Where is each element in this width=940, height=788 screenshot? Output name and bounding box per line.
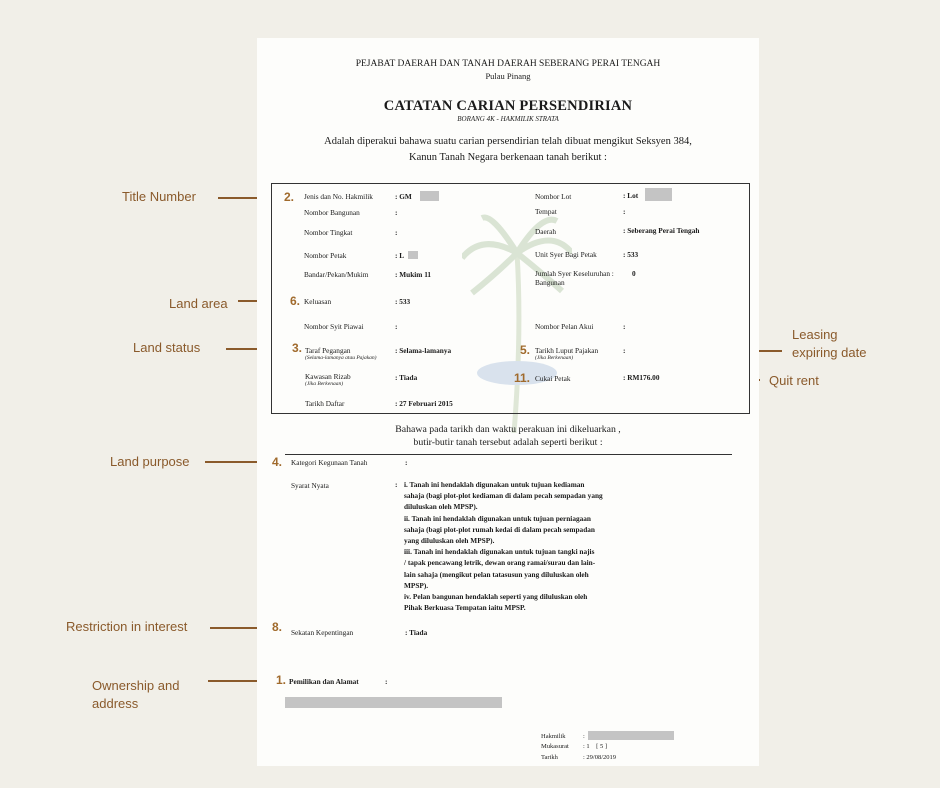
footer-hakmilik-label: Hakmilik: [541, 733, 566, 740]
redaction-petak: [408, 251, 418, 259]
unit-syer-label: Unit Syer Bagi Petak: [535, 250, 597, 259]
callout-restriction: Restriction in interest: [66, 619, 188, 634]
syarat-line: Pihak Berkuasa Tempatan iaitu MPSP.: [404, 603, 526, 613]
callout-leasing-line1: Leasing: [792, 327, 838, 342]
mid-line-2: butir-butir tanah tersebut adalah seperti berikut :: [413, 437, 603, 448]
syarat-line: sahaja (bagi plot-plot kediaman di dalam pecah sempadan yang: [404, 491, 603, 501]
daftar-label: Tarikh Daftar: [305, 399, 345, 408]
kawasan-value: : Tiada: [395, 373, 418, 382]
syarat-line: yang diluluskan oleh MPSP).: [404, 536, 495, 546]
bangunan-value: :: [395, 208, 398, 217]
tingkat-value: :: [395, 228, 398, 237]
syarat-line: iv. Pelan bangunan hendaklah seperti yang diluluskan oleh: [404, 592, 588, 602]
unit-syer-value: : 533: [623, 250, 639, 259]
lot-label: Nombor Lot: [535, 192, 572, 201]
bandar-value: : Mukim 11: [395, 270, 432, 279]
daerah-label: Daerah: [535, 227, 557, 236]
jumlah-syer-value: 0: [632, 269, 636, 278]
syarat-line: lain sahaja (mengikut pelan tatasusun yang diluluskan oleh: [404, 569, 589, 579]
marker-6: 6.: [290, 294, 301, 308]
document-title: CATATAN CARIAN PERSENDIRIAN: [383, 98, 633, 114]
taraf-value: : Selama-lamanya: [395, 346, 452, 355]
kategori-value: :: [405, 458, 408, 467]
syarat-nyata-text: [404, 479, 684, 613]
arrow-restriction: [210, 627, 264, 629]
tempat-label: Tempat: [535, 207, 557, 216]
tingkat-label: Nombor Tingkat: [304, 228, 353, 237]
syarat-line: i. Tanah ini hendaklah digunakan untuk tujuan kediaman: [404, 480, 585, 489]
jumlah-syer-label-2: Bangunan: [535, 278, 565, 287]
tarikh-luput-value: :: [623, 346, 626, 355]
marker-11: 11.: [514, 371, 531, 385]
tarikh-luput-label: Tarikh Luput Pajakan: [535, 346, 599, 355]
pemilikan-colon: :: [385, 677, 388, 686]
marker-2: 2.: [284, 190, 295, 204]
kawasan-label: Kawasan Rizab: [305, 372, 351, 381]
callout-land-area: Land area: [169, 296, 228, 311]
divider-line: [285, 454, 732, 455]
syarat-colon: :: [395, 480, 398, 489]
daerah-value: : Seberang Perai Tengah: [623, 226, 700, 235]
marker-8: 8.: [272, 620, 283, 634]
state-heading: Pulau Pinang: [485, 71, 531, 81]
syarat-label: Syarat Nyata: [291, 481, 329, 490]
footer-mukasurat-label: Mukasurat: [541, 743, 569, 750]
intro-line-2: Kanun Tanah Negara berkenaan tanah berikut :: [409, 152, 607, 163]
marker-1: 1.: [276, 673, 287, 687]
syarat-line: / tapak pencawang letrik, dewan orang ramai/surau dan lain-: [404, 558, 596, 568]
syarat-line: MPSP).: [404, 580, 429, 590]
bandar-label: Bandar/Pekan/Mukim: [304, 270, 369, 279]
lot-value: : Lot: [623, 191, 639, 200]
syarat-line: ii. Tanah ini hendaklah digunakan untuk tujuan perniagaan: [404, 513, 591, 523]
petak-value: : L: [395, 251, 405, 260]
syit-value: :: [395, 322, 398, 331]
redaction-owner: [285, 697, 502, 708]
scanned-document: [257, 38, 759, 766]
marker-4: 4.: [272, 455, 283, 469]
syarat-line: sahaja (bagi plot-plot rumah kedai di dalam pecah sempadan: [404, 524, 595, 534]
tempat-value: :: [623, 207, 626, 216]
title-no-label: Jenis dan No. Hakmilik: [304, 192, 373, 201]
callout-land-purpose: Land purpose: [110, 454, 190, 469]
taraf-sub: (Selama-lamanya atau Pajakan): [305, 355, 377, 361]
kawasan-sub: (Jika Berkenaan): [305, 381, 344, 387]
mid-line-1: Bahawa pada tarikh dan waktu perakuan ini dikeluarkan ,: [395, 424, 621, 435]
bangunan-label: Nombor Bangunan: [304, 208, 360, 217]
keluasan-label: Keluasan: [304, 297, 332, 306]
intro-line-1: Adalah diperakui bahawa suatu carian persendirian telah dibuat mengikut Seksyen 384,: [324, 136, 692, 147]
syarat-line: diluluskan oleh MPSP).: [404, 502, 478, 512]
redaction-title-no: [420, 191, 439, 201]
office-heading: PEJABAT DAERAH DAN TANAH DAERAH SEBERANG PERAI TENGAH: [355, 59, 661, 69]
redaction-hakmilik: [588, 731, 674, 740]
marker-5: 5.: [520, 343, 531, 357]
pelan-label: Nombor Pelan Akui: [535, 322, 594, 331]
callout-ownership-line2: address: [92, 696, 139, 711]
footer-hakmilik-value: :: [583, 733, 585, 740]
taraf-label: Taraf Pegangan: [305, 346, 351, 355]
callout-ownership-line1: Ownership and: [92, 678, 180, 693]
arrow-land-purpose: [205, 461, 263, 463]
callout-land-status: Land status: [133, 340, 201, 355]
cukai-value: : RM176.00: [623, 373, 660, 382]
title-no-value: : GM: [395, 192, 412, 201]
pelan-value: :: [623, 322, 626, 331]
footer-tarikh-label: Tarikh: [541, 754, 558, 761]
callout-leasing-line2: expiring date: [792, 345, 867, 360]
syit-label: Nombor Syit Piawai: [304, 322, 364, 331]
footer-mukasurat-value: : 1 [ 5 ]: [583, 743, 608, 750]
petak-label: Nombor Petak: [304, 251, 347, 260]
footer-tarikh-value: : 29/08/2019: [583, 754, 617, 761]
tarikh-luput-sub: (Jika Berkenaan): [535, 355, 574, 361]
jumlah-syer-label-1: Jumlah Syer Keseluruhan :: [535, 269, 614, 278]
syarat-line: iii. Tanah ini hendaklah digunakan untuk tujuan tangki najis: [404, 547, 595, 557]
keluasan-value: : 533: [395, 297, 411, 306]
callout-quit-rent: Quit rent: [769, 373, 819, 388]
document-subtitle: BORANG 4K - HAKMILIK STRATA: [457, 115, 559, 123]
marker-3: 3.: [292, 341, 303, 355]
sekatan-value: : Tiada: [405, 628, 428, 637]
cukai-label: Cukai Petak: [535, 374, 571, 383]
daftar-value: : 27 Februari 2015: [395, 399, 453, 408]
callout-title-number: Title Number: [122, 189, 196, 204]
redaction-lot: [645, 188, 672, 201]
kategori-label: Kategori Kegunaan Tanah: [291, 458, 368, 467]
pemilikan-label: Pemilikan dan Alamat: [289, 677, 359, 686]
sekatan-label: Sekatan Kepentingan: [291, 628, 354, 637]
